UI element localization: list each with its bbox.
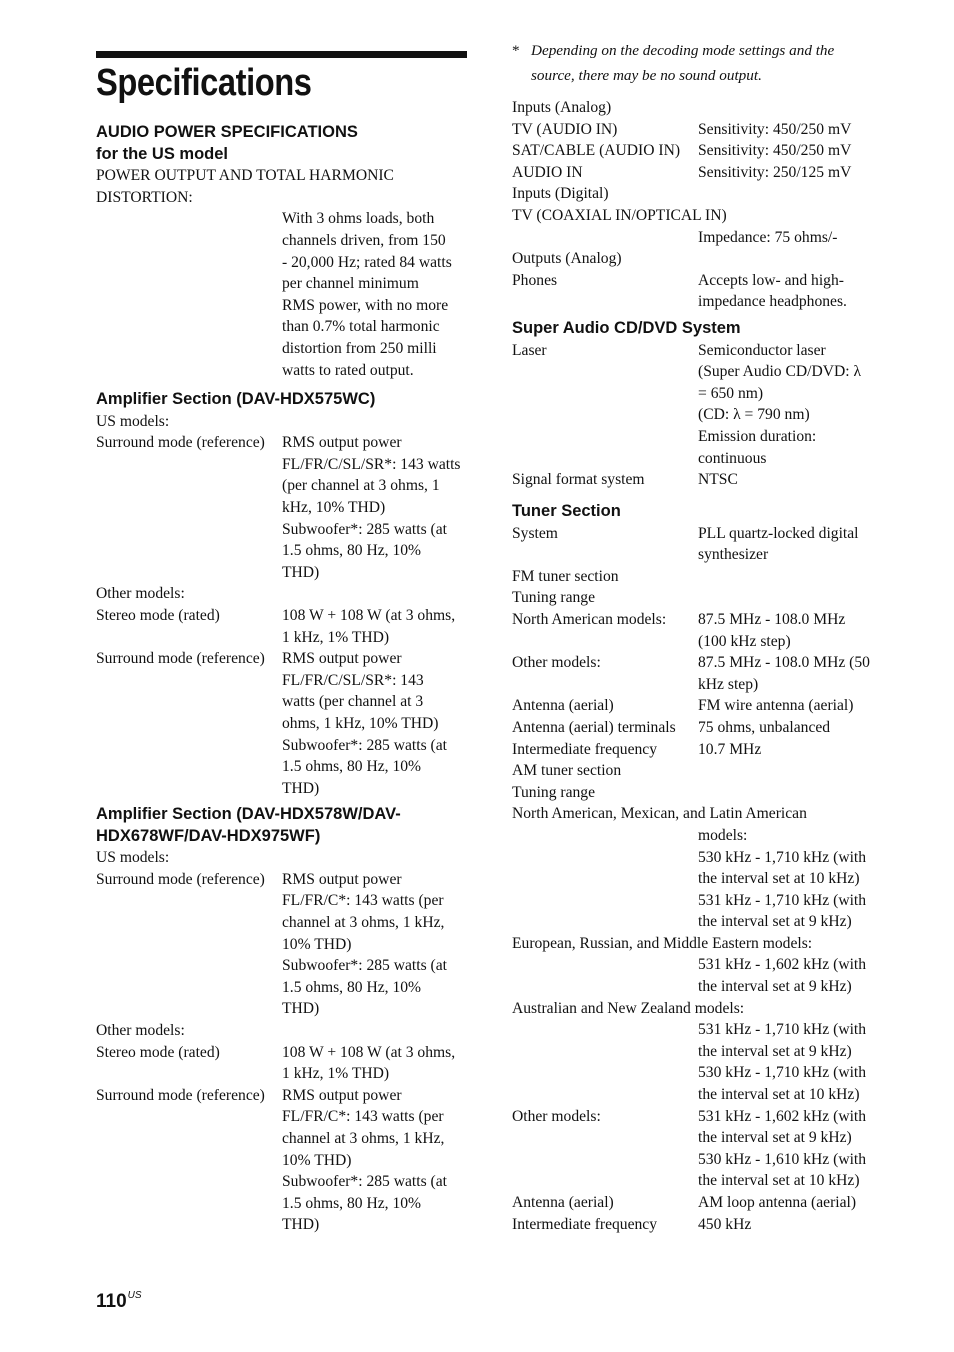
spec-value: Impedance: 75 ohms/- (698, 228, 838, 246)
spec-row (96, 1063, 468, 1085)
spec-label: Inputs (Analog) (512, 99, 612, 116)
spec-row (96, 627, 468, 649)
spec-row (512, 544, 884, 566)
spec-value: continuous (698, 449, 767, 467)
spec-text-line: than 0.7% total harmonic (282, 318, 440, 336)
spec-value: Subwoofer*: 285 watts (at (282, 957, 448, 975)
spec-row (512, 1041, 884, 1063)
audio-power-subheading: for the US model (96, 144, 229, 163)
spec-value: RMS output power (282, 434, 402, 452)
spec-value: FL/FR/C/SL/SR*: 143 (282, 671, 424, 689)
spec-row (512, 954, 884, 976)
spec-value: (CD: λ = 790 nm) (698, 406, 810, 424)
spec-text-line: With 3 ohms loads, both (282, 210, 435, 228)
spec-row (512, 270, 884, 292)
spec-row (96, 912, 468, 934)
spec-value: 531 kHz - 1,710 kHz (with (698, 1021, 867, 1039)
spec-value: the interval set at 9 kHz) (698, 978, 852, 996)
spec-row (96, 756, 468, 778)
spec-value: 530 kHz - 1,710 kHz (with (698, 848, 867, 866)
spec-row (512, 469, 884, 491)
spec-row (96, 1106, 468, 1128)
spec-value: 1.5 ohms, 80 Hz, 10% (282, 542, 422, 560)
spec-label: Phones (512, 271, 558, 289)
spec-row (512, 717, 884, 739)
spec-label: Australian and New Zealand models: (512, 999, 745, 1017)
spec-label: Tuning range (512, 783, 596, 801)
audio-intro-line: POWER OUTPUT AND TOTAL HARMONIC (96, 167, 394, 185)
spec-label: North American models: (512, 610, 667, 628)
spec-value: Accepts low- and high- (698, 271, 844, 289)
spec-label: Laser (512, 341, 547, 359)
spec-row (512, 760, 884, 782)
spec-row (96, 1214, 468, 1236)
spec-label: Antenna (aerial) terminals (512, 718, 676, 736)
spec-value: RMS output power (282, 870, 402, 888)
spec-row (96, 1193, 468, 1215)
spec-row (96, 869, 468, 891)
spec-row (96, 1150, 468, 1172)
spec-row (96, 583, 468, 605)
spec-value: Emission duration: (698, 427, 817, 445)
spec-value: the interval set at 9 kHz) (698, 1042, 852, 1060)
spec-row (512, 911, 884, 933)
spec-value: NTSC (698, 471, 738, 489)
spec-value: 108 W + 108 W (at 3 ohms, (282, 1043, 456, 1061)
spec-row (96, 847, 468, 869)
spec-row (96, 778, 468, 800)
spec-row (96, 1085, 468, 1107)
spec-row (96, 998, 468, 1020)
spec-row (96, 540, 468, 562)
spec-label: European, Russian, and Middle Eastern models: (512, 934, 813, 952)
spec-row (96, 411, 468, 433)
tuner-section (512, 501, 884, 1235)
spec-row (512, 140, 884, 162)
amplifier-575-spec-table (96, 411, 468, 800)
spec-row (512, 1062, 884, 1084)
spec-value: 531 kHz - 1,602 kHz (with (698, 956, 867, 974)
spec-value: FL/FR/C*: 143 watts (per (282, 1108, 444, 1126)
spec-text-line: RMS power, with no more (282, 296, 449, 314)
cd-dvd-section (512, 318, 884, 491)
spec-row (512, 291, 884, 313)
spec-label: Other models: (96, 585, 185, 603)
spec-value: kHz, 10% THD) (282, 498, 386, 516)
spec-value: ohms, 1 kHz, 10% THD) (282, 714, 439, 732)
spec-value: 530 kHz - 1,610 kHz (with (698, 1150, 867, 1168)
spec-row (512, 976, 884, 998)
tuner-spec-table (512, 523, 884, 1236)
spec-row (96, 475, 468, 497)
spec-value: Subwoofer*: 285 watts (at (282, 736, 448, 754)
spec-value: THD) (282, 1216, 320, 1234)
spec-row (512, 340, 884, 362)
spec-label: Antenna (aerial) (512, 697, 614, 715)
spec-row (96, 977, 468, 999)
spec-row (512, 448, 884, 470)
spec-row (512, 782, 884, 804)
spec-value: models: (698, 826, 748, 844)
spec-row (512, 803, 884, 825)
spec-value: THD) (282, 1000, 320, 1018)
footnote-line: Depending on the decoding mode settings and the (531, 42, 835, 59)
amplifier-578-heading-cont: HDX678WF/DAV-HDX975WF) (96, 826, 321, 845)
spec-value: the interval set at 10 kHz) (698, 870, 860, 888)
spec-label: Intermediate frequency (512, 740, 658, 758)
spec-value: PLL quartz-locked digital (698, 524, 859, 542)
spec-row (512, 248, 884, 270)
spec-value: Sensitivity: 450/250 mV (698, 142, 852, 160)
spec-label: Stereo mode (rated) (96, 606, 220, 624)
spec-row (96, 934, 468, 956)
io-section (512, 97, 884, 313)
spec-value: 10% THD) (282, 1151, 352, 1169)
spec-value: 1 kHz, 1% THD) (282, 1065, 390, 1083)
spec-row (96, 890, 468, 912)
spec-value: 10.7 MHz (698, 740, 762, 758)
spec-label: Surround mode (reference) (96, 870, 265, 888)
spec-label: Surround mode (reference) (96, 1086, 265, 1104)
spec-label: AUDIO IN (512, 163, 583, 181)
audio-power-section (96, 122, 468, 381)
spec-label: Inputs (Digital) (512, 185, 609, 203)
spec-row (96, 1128, 468, 1150)
spec-value: 450 kHz (698, 1215, 752, 1233)
audio-power-text (96, 208, 468, 381)
spec-label: Other models: (512, 1107, 601, 1125)
spec-row (512, 162, 884, 184)
spec-label: Surround mode (reference) (96, 434, 265, 452)
spec-value: 75 ohms, unbalanced (698, 718, 831, 736)
spec-value: Sensitivity: 250/125 mV (698, 163, 852, 181)
spec-row (512, 674, 884, 696)
spec-row (512, 361, 884, 383)
spec-row (96, 648, 468, 670)
amplifier-575-heading: Amplifier Section (DAV-HDX575WC) (96, 390, 376, 408)
spec-value: the interval set at 9 kHz) (698, 1129, 852, 1147)
io-spec-table (512, 97, 884, 313)
spec-value: synthesizer (698, 546, 769, 564)
spec-value: (100 kHz step) (698, 632, 791, 650)
spec-value: RMS output power (282, 650, 402, 668)
spec-text-line: per channel minimum (282, 275, 419, 293)
amplifier-section-575 (96, 389, 468, 799)
spec-value: Sensitivity: 450/250 mV (698, 120, 852, 138)
spec-label: US models: (96, 849, 170, 867)
spec-value: 1.5 ohms, 80 Hz, 10% (282, 758, 422, 776)
spec-row (96, 955, 468, 977)
spec-row (96, 1020, 468, 1042)
spec-value: the interval set at 10 kHz) (698, 1086, 860, 1104)
spec-row (96, 670, 468, 692)
spec-row (512, 652, 884, 674)
spec-row (512, 119, 884, 141)
spec-value: 1.5 ohms, 80 Hz, 10% (282, 1194, 422, 1212)
spec-label: System (512, 524, 558, 542)
spec-value: 87.5 MHz - 108.0 MHz (698, 610, 846, 628)
spec-value: impedance headphones. (698, 293, 847, 311)
amplifier-578-heading: Amplifier Section (DAV-HDX578W/DAV- (96, 805, 401, 823)
spec-value: Subwoofer*: 285 watts (at (282, 520, 448, 538)
spec-row (512, 695, 884, 717)
footnote-line: source, there may be no sound output. (531, 67, 762, 84)
spec-row (512, 1019, 884, 1041)
spec-value: channel at 3 ohms, 1 kHz, (282, 913, 445, 931)
audio-power-heading: AUDIO POWER SPECIFICATIONS (96, 123, 358, 141)
spec-row (96, 454, 468, 476)
footnote (512, 38, 884, 88)
spec-row (512, 227, 884, 249)
spec-label: Antenna (aerial) (512, 1194, 614, 1211)
spec-row (96, 1171, 468, 1193)
cd-dvd-spec-table (512, 340, 884, 491)
spec-text-line: channels driven, from 150 (282, 231, 446, 249)
spec-value: the interval set at 10 kHz) (698, 1172, 860, 1190)
spec-row (512, 847, 884, 869)
spec-value: the interval set at 9 kHz) (698, 913, 852, 931)
spec-label: TV (AUDIO IN) (512, 120, 618, 138)
spec-value: 87.5 MHz - 108.0 MHz (50 (698, 654, 870, 672)
spec-row (512, 523, 884, 545)
spec-row (512, 825, 884, 847)
spec-row (512, 1149, 884, 1171)
spec-row (512, 933, 884, 955)
spec-label: US models: (96, 412, 170, 430)
spec-value: Semiconductor laser (698, 341, 826, 359)
spec-row (512, 1170, 884, 1192)
spec-value: 531 kHz - 1,602 kHz (with (698, 1107, 867, 1125)
spec-row (512, 183, 884, 205)
cd-dvd-heading: Super Audio CD/DVD System (512, 319, 741, 337)
spec-value: 1 kHz, 1% THD) (282, 628, 390, 646)
spec-value: Subwoofer*: 285 watts (at (282, 1173, 448, 1191)
spec-value: THD) (282, 779, 320, 797)
title-rule (96, 51, 467, 58)
spec-text-line: distortion from 250 milli (282, 339, 437, 357)
spec-value: FM wire antenna (aerial) (698, 697, 854, 715)
page-title: Specifications (96, 62, 312, 104)
spec-label: Tuning range (512, 589, 596, 607)
spec-row (512, 1084, 884, 1106)
spec-row (512, 205, 884, 227)
spec-label: AM tuner section (512, 762, 622, 780)
spec-row (512, 1127, 884, 1149)
spec-text-line: - 20,000 Hz; rated 84 watts (282, 253, 452, 271)
spec-row (512, 404, 884, 426)
amplifier-section-578 (96, 804, 468, 1236)
spec-value: 530 kHz - 1,710 kHz (with (698, 1064, 867, 1082)
spec-label: Stereo mode (rated) (96, 1043, 220, 1061)
spec-label: Signal format system (512, 471, 645, 489)
spec-row (512, 587, 884, 609)
spec-label: Other models: (512, 654, 601, 672)
spec-value: = 650 nm) (698, 384, 764, 402)
spec-row (512, 609, 884, 631)
spec-row (512, 97, 884, 119)
spec-value: watts (per channel at 3 (282, 693, 424, 711)
spec-row (512, 631, 884, 653)
spec-label: Intermediate frequency (512, 1215, 658, 1233)
spec-value: channel at 3 ohms, 1 kHz, (282, 1129, 445, 1147)
spec-row (96, 1042, 468, 1064)
spec-row (512, 998, 884, 1020)
spec-row (512, 1192, 884, 1214)
spec-row (96, 691, 468, 713)
spec-value: RMS output power (282, 1086, 402, 1104)
page-number-suffix: US (127, 1290, 142, 1301)
spec-value: (per channel at 3 ohms, 1 (282, 477, 440, 495)
spec-row (96, 497, 468, 519)
tuner-heading: Tuner Section (512, 502, 621, 520)
spec-value: AM loop antenna (aerial) (698, 1194, 857, 1211)
spec-label: Outputs (Analog) (512, 250, 622, 268)
page-number: $110^{US}$ (96, 1290, 142, 1312)
spec-row (512, 1106, 884, 1128)
spec-value: FL/FR/C/SL/SR*: 143 watts (282, 455, 461, 473)
spec-value: THD) (282, 563, 320, 581)
spec-row (96, 713, 468, 735)
spec-row (96, 432, 468, 454)
spec-row (96, 519, 468, 541)
spec-row (96, 562, 468, 584)
audio-intro-line: DISTORTION: (96, 188, 193, 206)
spec-value: 1.5 ohms, 80 Hz, 10% (282, 978, 422, 996)
spec-value: (Super Audio CD/DVD: λ (698, 363, 862, 381)
spec-row (512, 426, 884, 448)
spec-value: FL/FR/C*: 143 watts (per (282, 892, 444, 910)
spec-text-line: watts to rated output. (282, 361, 414, 379)
spec-row (512, 868, 884, 890)
spec-row (512, 566, 884, 588)
spec-row (512, 890, 884, 912)
spec-value: 10% THD) (282, 935, 352, 953)
amplifier-578-spec-table (96, 847, 468, 1236)
spec-row (512, 739, 884, 761)
spec-label: TV (COAXIAL IN/OPTICAL IN) (512, 206, 727, 224)
spec-value: kHz step) (698, 675, 759, 693)
spec-value: 531 kHz - 1,710 kHz (with (698, 891, 867, 909)
spec-label: SAT/CABLE (AUDIO IN) (512, 142, 681, 160)
spec-row (96, 605, 468, 627)
spec-label: FM tuner section (512, 567, 619, 585)
footnote-mark: * (512, 42, 520, 59)
spec-row (96, 735, 468, 757)
spec-label: North American, Mexican, and Latin American (512, 805, 807, 823)
spec-label: Other models: (96, 1021, 185, 1039)
spec-value: 108 W + 108 W (at 3 ohms, (282, 606, 456, 624)
spec-row (512, 383, 884, 405)
spec-row (512, 1214, 884, 1236)
spec-label: Surround mode (reference) (96, 650, 265, 668)
